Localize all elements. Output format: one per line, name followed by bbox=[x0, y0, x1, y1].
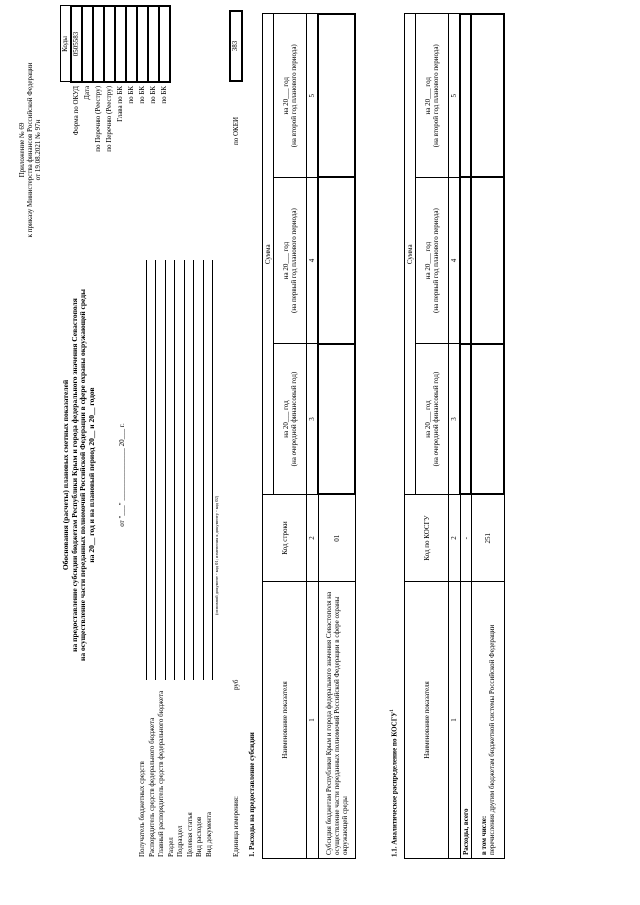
s11-col-code: Код по КОСГУ bbox=[405, 495, 449, 582]
s11-year-1: на 20___ год (на очередной финансовый год) bbox=[416, 344, 449, 495]
s1-row-code: 01 bbox=[318, 495, 355, 582]
field-chief-manager: Главный распорядитель средств федерального бюджета bbox=[157, 690, 165, 857]
field-expense-type: Вид расходов bbox=[195, 816, 203, 857]
code-value-bk-1 bbox=[126, 6, 137, 82]
field-line-7 bbox=[203, 260, 204, 680]
code-label-date: Дата bbox=[83, 85, 92, 100]
title-line-4: на 20__ год и на плановый период 20__ и 20__ годов bbox=[86, 387, 96, 563]
field-manager: Распорядитель средств федерального бюджета bbox=[147, 717, 156, 857]
field-subsection: Подраздел bbox=[176, 825, 184, 857]
s1-row-name: Субсидия бюджетам Республики Крым и города федерального значения Севастополя на осуществление части переданных полномочий Российской Федерации в сфере охраны окружающей среды bbox=[318, 582, 355, 859]
okei-code: 383 bbox=[229, 10, 243, 82]
field-section: Раздел bbox=[166, 837, 175, 857]
s11-num-1: 1 bbox=[449, 582, 461, 859]
s1-num-5: 5 bbox=[307, 14, 319, 177]
code-label-bk-1: по БК bbox=[127, 85, 136, 104]
codes-header: Коды bbox=[61, 6, 72, 82]
s11-row-total-code: - bbox=[460, 495, 471, 582]
field-document-type: Вид документа bbox=[204, 811, 213, 857]
s1-row-value-1 bbox=[318, 344, 355, 495]
s1-num-1: 1 bbox=[307, 582, 319, 859]
s11-row-total-name: Расходы, всего bbox=[460, 582, 471, 859]
s11-num-2: 2 bbox=[449, 495, 461, 582]
code-label-registry-1: по Перечню (Реестру) bbox=[94, 85, 103, 152]
code-value-chapter bbox=[115, 6, 126, 82]
code-label-okud: Форма по ОКУД bbox=[72, 85, 81, 136]
code-value-bk-4 bbox=[159, 6, 170, 82]
s11-num-4: 4 bbox=[449, 177, 461, 343]
s1-num-4: 4 bbox=[307, 177, 319, 343]
code-value-registry-2 bbox=[104, 6, 115, 82]
appendix-order: к приказу Министерства финансов Российской Федерации bbox=[26, 62, 35, 238]
s1-col-code: Код строки bbox=[263, 495, 307, 582]
s11-year-2: на 20___ год (на первый год планового периода) bbox=[416, 177, 449, 343]
section1-table bbox=[262, 13, 356, 859]
s11-row-total-value-2 bbox=[460, 177, 471, 343]
field-recipient: Получатель бюджетных средств bbox=[138, 761, 146, 857]
code-value-bk-2 bbox=[137, 6, 148, 82]
s1-col-sum: Сумма bbox=[263, 14, 274, 495]
s11-row-total-value-1 bbox=[460, 344, 471, 495]
s1-year-3: на 20___ год (на второй год планового периода) bbox=[274, 14, 307, 177]
appendix-block bbox=[18, 35, 42, 265]
s11-year-3: на 20___ год (на второй год планового периода) bbox=[416, 14, 449, 177]
title-line-2: на предоставление субсидии бюджетам Республики Крым и города федерального значения Севастополя bbox=[69, 298, 79, 652]
document-title bbox=[62, 195, 97, 755]
s11-row-item-name: в том числе: перечисления другим бюджетам бюджетной системы Российской Федерации bbox=[471, 582, 504, 859]
appendix-number: Приложение № 69 bbox=[18, 122, 26, 178]
s11-row-item-value-1 bbox=[471, 344, 504, 495]
appendix-date: от 19.08.2021 № 97н bbox=[34, 119, 43, 181]
header-fields bbox=[138, 691, 214, 857]
s11-num-5: 5 bbox=[449, 14, 461, 177]
code-label-bk-4: по БК bbox=[160, 85, 169, 104]
code-value-bk-3 bbox=[148, 6, 159, 82]
s1-row-value-2 bbox=[318, 177, 355, 343]
field-line-1 bbox=[146, 260, 147, 680]
doc-type-hint: (основной документ - код 01; изменения к документу - код 02) bbox=[214, 495, 219, 615]
s11-row-item-code: 251 bbox=[471, 495, 504, 582]
field-line-8 bbox=[212, 260, 213, 680]
section11-table bbox=[404, 13, 505, 859]
code-value-registry-1 bbox=[93, 6, 104, 82]
section11-title: 1.1. Аналитическое распределение по КОСГУ$^1$ bbox=[390, 709, 399, 857]
code-value-okud: 0505583 bbox=[71, 6, 82, 82]
code-label-registry-2: по Перечню (Реестру) bbox=[105, 85, 114, 152]
s11-col-name: Наименование показателя bbox=[405, 582, 449, 859]
code-label-bk-2: по БК bbox=[138, 85, 147, 104]
field-line-5 bbox=[184, 260, 185, 680]
s11-row-item-value-3 bbox=[471, 14, 504, 177]
s1-row-value-3 bbox=[318, 14, 355, 177]
field-line-4 bbox=[174, 260, 175, 680]
field-line-2 bbox=[155, 260, 156, 680]
field-line-6 bbox=[193, 260, 194, 680]
s1-num-3: 3 bbox=[307, 344, 319, 495]
s1-year-1: на 20___ год (на очередной финансовый год) bbox=[274, 344, 307, 495]
section1-title: 1. Расходы на предоставление субсидии bbox=[248, 732, 256, 857]
unit-label: Единица измерения: bbox=[232, 796, 240, 857]
unit-value: руб bbox=[232, 679, 240, 690]
s11-row-total-value-3 bbox=[460, 14, 471, 177]
s11-num-3: 3 bbox=[449, 344, 461, 495]
date-line: от "___" _______________ 20___ г. bbox=[118, 423, 126, 527]
s11-row-item-value-2 bbox=[471, 177, 504, 343]
code-label-chapter: Глава по БК bbox=[116, 85, 125, 122]
field-line-3 bbox=[165, 260, 166, 680]
title-line-1: Обоснования (расчеты) плановых сметных показателей bbox=[61, 379, 70, 571]
s1-col-name: Наименование показателя bbox=[263, 582, 307, 859]
s11-col-sum: Сумма bbox=[405, 14, 416, 495]
code-value-date bbox=[82, 6, 93, 82]
code-label-bk-3: по БК bbox=[149, 85, 158, 104]
field-target-article: Целевая статья bbox=[185, 812, 194, 857]
okei-label: по ОКЕИ bbox=[232, 116, 240, 145]
codes-table bbox=[60, 5, 171, 255]
s1-num-2: 2 bbox=[307, 495, 319, 582]
title-line-3: на осуществление части переданных полномочий Российской Федерации в сфере охраны окружающей среды bbox=[78, 289, 88, 661]
s1-year-2: на 20___ год (на первый год планового периода) bbox=[274, 177, 307, 343]
